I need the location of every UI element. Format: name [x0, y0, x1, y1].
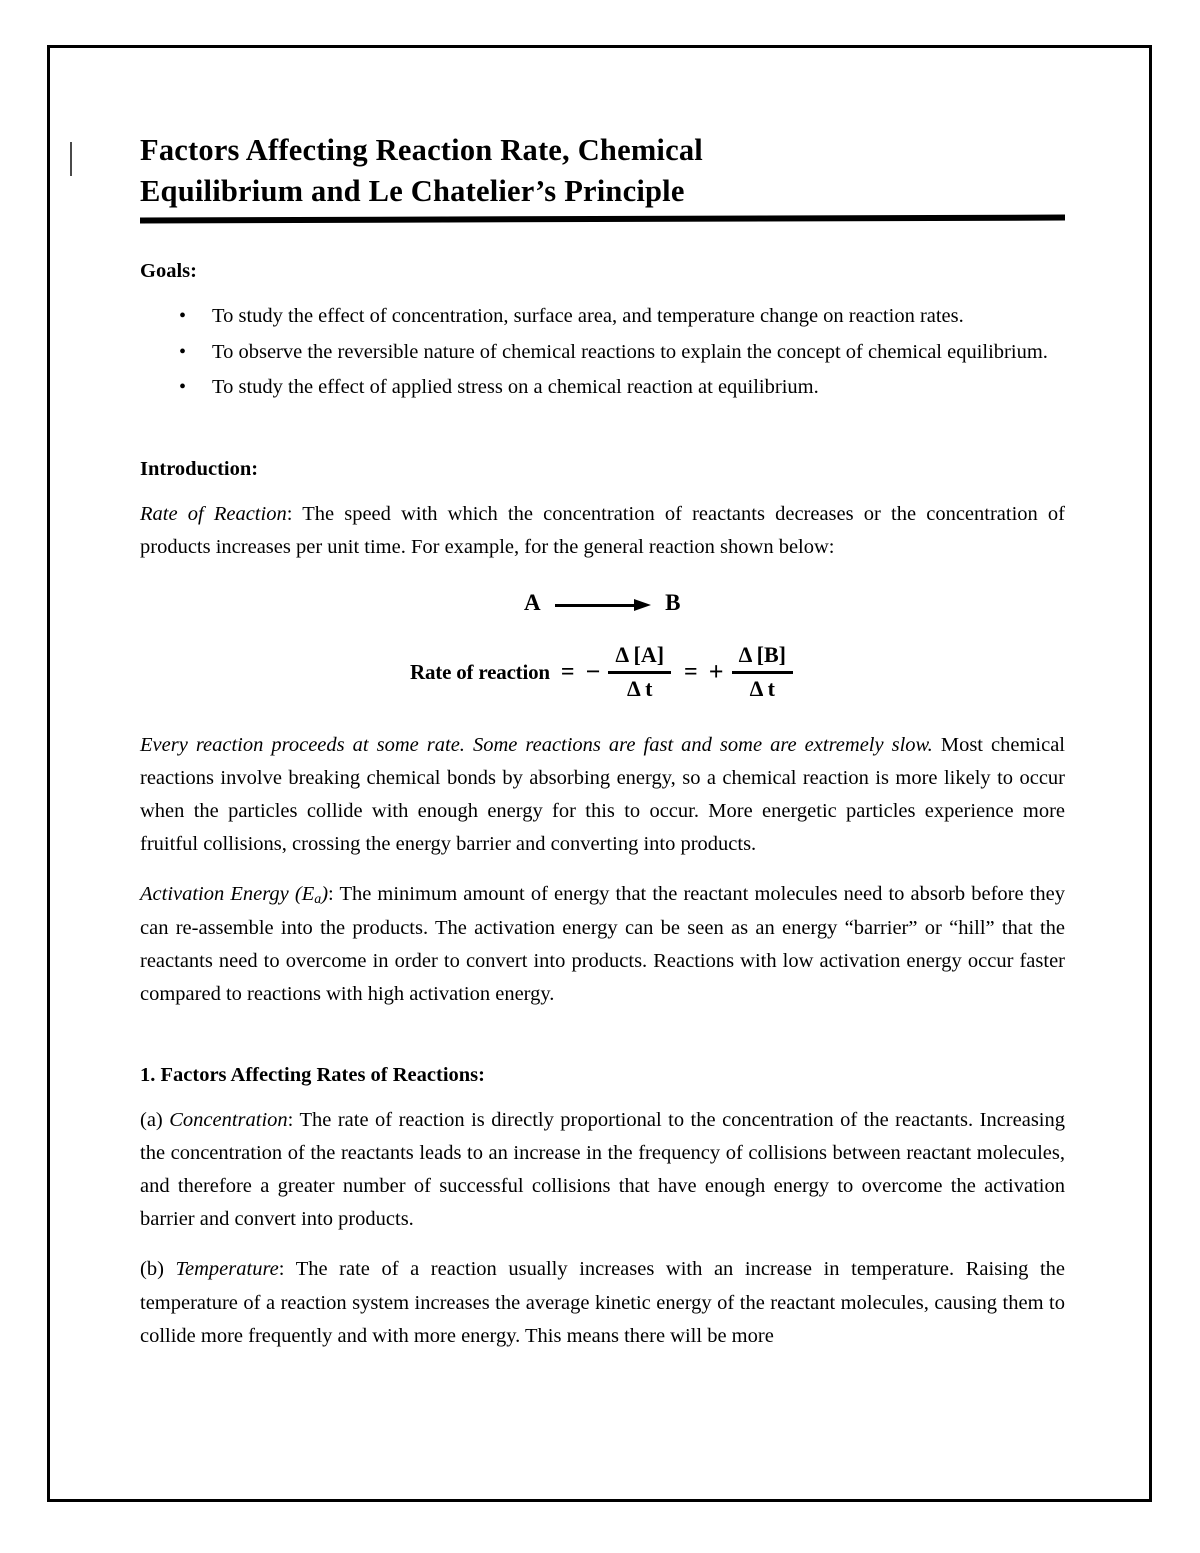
rate-equation: [140, 642, 1065, 702]
goals-list: [140, 300, 1065, 404]
page-title: [140, 130, 1065, 212]
factor-b-marker: (b): [140, 1258, 176, 1281]
every-reaction-rest: Most chemical reactions involve breaking chemical bonds by absorbing energy, so a chemical reaction is more likely to occur when the particles collide with enough energy for this to occur. More energetic particles experience more fruitful collisions, crossing the energy barrier and converting into products.: [140, 733, 1065, 856]
factor-b-separator: :: [278, 1258, 296, 1281]
activation-energy-text: The minimum amount of energy that the reactant molecules need to absorb before they can re-assemble into the products. The activation energy can be seen as an energy “barrier” or “hill” that the reactants need to overcome in order to convert into products. Reactions with low activation energy occur faster compared to reactions with high activation energy.: [140, 883, 1065, 1006]
rate-of-reaction-separator: :: [286, 502, 303, 525]
denominator-delta-t: Δ t: [749, 675, 775, 701]
rate-of-reaction-term: Rate of Reaction: [140, 502, 287, 525]
every-reaction-italic-lead: Every reaction proceeds at some rate. Some reactions are fast and some are extremely slow.: [140, 733, 933, 756]
denominator-delta-t: Δ t: [627, 675, 653, 701]
rate-equation-label: Rate of reaction: [410, 659, 550, 684]
factor-b-text: The rate of a reaction usually increases with an increase in temperature. Raising the temperature of a reaction system increases the average kinetic energy of the reactant molecules, causing them to collide more frequently and with more energy. This means there will be more: [140, 1258, 1066, 1347]
bullet-icon: •: [179, 375, 187, 398]
fraction-bar: [608, 671, 671, 674]
numerator-delta-a: Δ [A]: [615, 642, 665, 668]
list-item: [140, 371, 1065, 404]
plus-sign: +: [708, 657, 724, 687]
introduction-heading: Introduction:: [140, 457, 259, 480]
arrow-right-icon: [555, 596, 651, 614]
minus-sign: −: [585, 657, 601, 687]
activation-energy-term-close: ): [321, 883, 329, 906]
goal-text: To observe the reversible nature of chemical reactions to explain the concept of chemical equilibrium.: [212, 340, 1048, 363]
fraction-delta-b-over-delta-t: [732, 642, 793, 702]
bullet-icon: •: [179, 340, 187, 363]
activation-energy-paragraph: [140, 878, 1065, 1011]
goal-text: To study the effect of applied stress on a chemical reaction at equilibrium.: [212, 375, 819, 398]
bullet-icon: •: [179, 305, 187, 328]
equals-sign-2: =: [684, 659, 698, 686]
page-title-line-2: Equilibrium and Le Chatelier’s Principle: [140, 174, 685, 209]
numerator-delta-b: Δ [B]: [738, 642, 786, 668]
product-label: B: [665, 590, 681, 616]
goals-heading: Goals:: [140, 260, 197, 283]
page-title-line-1: Factors Affecting Reaction Rate, Chemical: [140, 133, 703, 167]
factor-b-paragraph: [140, 1253, 1065, 1353]
activation-energy-term: [140, 883, 329, 908]
list-item: [140, 336, 1065, 369]
rate-of-reaction-text: The speed with which the concentration of reactants decreases or the concentration of products increases per unit time. For example, for the general reaction shown below:: [140, 502, 1066, 559]
factor-a-paragraph: [140, 1104, 1065, 1237]
activation-energy-subscript: a: [314, 892, 322, 908]
section-1-heading: 1. Factors Affecting Rates of Reactions:: [140, 1063, 485, 1086]
factor-b-term: Temperature: [175, 1258, 279, 1281]
document-content: [140, 130, 1065, 1353]
rate-of-reaction-paragraph: [140, 498, 1065, 564]
list-item: [140, 300, 1065, 333]
text-cursor-caret: [70, 142, 72, 176]
equals-sign-1: =: [560, 659, 575, 686]
reactant-label: A: [524, 590, 542, 616]
fraction-bar: [732, 671, 793, 674]
factor-a-text: The rate of reaction is directly proportional to the concentration of the reactants. Increasing the concentration of the reactants leads to an increase in the frequency of collisions between reactant molecules, and therefore a greater number of successful collisions that have enough energy to overcome the activation barrier and convert into products.: [140, 1108, 1065, 1231]
reaction-scheme: [140, 590, 1065, 616]
every-reaction-paragraph: [140, 729, 1065, 862]
fraction-delta-a-over-delta-t: [608, 642, 671, 702]
activation-energy-separator: :: [328, 883, 340, 906]
factor-a-separator: :: [287, 1108, 300, 1131]
activation-energy-term-main: Activation Energy (E: [140, 883, 315, 906]
factor-a-marker: (a): [140, 1108, 170, 1131]
goal-text: To study the effect of concentration, surface area, and temperature change on reaction rates.: [212, 305, 964, 328]
factor-a-term: Concentration: [169, 1108, 288, 1131]
